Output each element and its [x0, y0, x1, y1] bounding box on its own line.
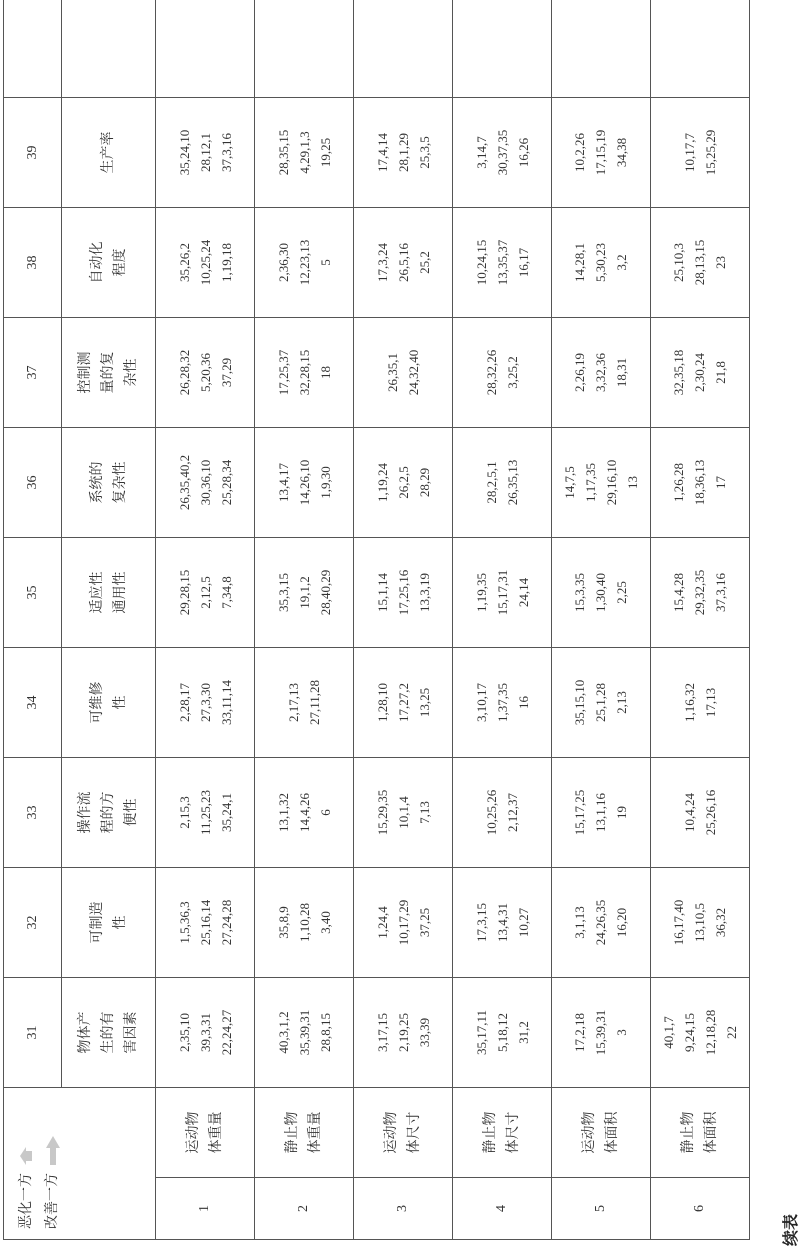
- matrix-cell: 40,1,7 9,24,15 12,18,28 22: [650, 978, 749, 1088]
- row-parameter-name: 静止物 体尺寸: [453, 1088, 552, 1178]
- column-name: 系统的 复杂性: [62, 428, 156, 538]
- row-number: 4: [453, 1178, 552, 1240]
- matrix-cell: 25,10,3 28,13,15 23: [650, 208, 749, 318]
- column-number: 38: [4, 208, 62, 318]
- matrix-cell: 35,24,10 28,12,1 37,3,16: [156, 98, 255, 208]
- arrow-up-icon: [20, 1137, 34, 1165]
- matrix-cell: 28,35,15 4,29,1,3 19,25: [255, 98, 354, 208]
- matrix-cell: 1,24,4 10,17,29 37,25: [354, 868, 453, 978]
- matrix-cell: 2,17,13 27,11,28: [255, 648, 354, 758]
- matrix-cell: 13,4,17 14,26,10 1,9,30: [255, 428, 354, 538]
- column-number-row: [4, 0, 62, 1240]
- matrix-cell: 3,14,7 30,37,35 16,26: [453, 98, 552, 208]
- table-row: [650, 0, 749, 1240]
- matrix-cell: 2,15,3 11,25,23 35,24,1: [156, 758, 255, 868]
- column-number: 34: [4, 648, 62, 758]
- column-name: 生产率: [62, 98, 156, 208]
- matrix-cell: 2,26,19 3,32,36 18,31: [551, 318, 650, 428]
- matrix-cell: 10,2,26 17,15,19 34,38: [551, 98, 650, 208]
- corner-cell: [4, 1088, 156, 1240]
- matrix-cell: 15,1,14 17,25,16 13,3,19: [354, 538, 453, 648]
- matrix-cell: 3,10,17 1,37,35 16: [453, 648, 552, 758]
- matrix-cell: 26,35,1 24,32,40: [354, 318, 453, 428]
- matrix-cell: [551, 0, 650, 98]
- matrix-cell: [255, 0, 354, 98]
- row-parameter-name: 运动物 体重量: [156, 1088, 255, 1178]
- column-number: 35: [4, 538, 62, 648]
- matrix-cell: 2,28,17 27,3,30 33,11,14: [156, 648, 255, 758]
- matrix-cell: [453, 0, 552, 98]
- matrix-cell: 10,17,7 15,25,29: [650, 98, 749, 208]
- matrix-cell: 17,4,14 28,1,29 25,3,5: [354, 98, 453, 208]
- worsening-label: 恶化一方: [19, 1173, 34, 1229]
- row-parameter-name: 静止物 体重量: [255, 1088, 354, 1178]
- matrix-cell: 28,32,26 3,25,2: [453, 318, 552, 428]
- matrix-cell: 2,36,30 12,23,13 5: [255, 208, 354, 318]
- column-name: 可维修 性: [62, 648, 156, 758]
- matrix-cell: 1,19,24 26,2,5 28,29: [354, 428, 453, 538]
- column-name: 可制造 性: [62, 868, 156, 978]
- matrix-cell: 1,16,32 17,13: [650, 648, 749, 758]
- row-number: 5: [551, 1178, 650, 1240]
- table-row: [453, 0, 552, 1240]
- matrix-cell: 35,15,10 25,1,28 2,13: [551, 648, 650, 758]
- column-name: 控制测 量的复 杂性: [62, 318, 156, 428]
- row-number: 2: [255, 1178, 354, 1240]
- matrix-cell: 2,35,10 39,3,31 22,24,27: [156, 978, 255, 1088]
- matrix-cell: 14,28,1 5,30,23 3,2: [551, 208, 650, 318]
- matrix-cell: 10,25,26 2,12,37: [453, 758, 552, 868]
- row-parameter-name: 运动物 体面积: [551, 1088, 650, 1178]
- row-number: 1: [156, 1178, 255, 1240]
- matrix-cell: 15,17,25 13,1,16 19: [551, 758, 650, 868]
- matrix-cell: 35,8,9 1,10,28 3,40: [255, 868, 354, 978]
- matrix-cell: 1,26,28 18,36,13 17: [650, 428, 749, 538]
- column-name: 物体产 生的有 害因素: [62, 978, 156, 1088]
- matrix-cell: 15,3,35 1,30,40 2,25: [551, 538, 650, 648]
- table-row: [255, 0, 354, 1240]
- column-name-row: [62, 0, 156, 1240]
- matrix-cell: 35,17,11 5,18,12 31,2: [453, 978, 552, 1088]
- column-name: [62, 0, 156, 98]
- column-name: 操作流 程的方 便性: [62, 758, 156, 868]
- improving-label: 改善一方: [45, 1173, 60, 1229]
- matrix-cell: 3,17,15 2,19,25 33,39: [354, 978, 453, 1088]
- matrix-cell: 13,1,32 14,4,26 6: [255, 758, 354, 868]
- column-number: 31: [4, 978, 62, 1088]
- matrix-cell: 28,2,5,1 26,35,13: [453, 428, 552, 538]
- matrix-cell: 1,19,35 15,17,31 24,14: [453, 538, 552, 648]
- matrix-cell: 10,24,15 13,35,37 16,17: [453, 208, 552, 318]
- matrix-cell: 40,3,1,2 35,39,31 28,8,15: [255, 978, 354, 1088]
- matrix-cell: 17,2,18 15,39,31 3: [551, 978, 650, 1088]
- matrix-cell: 1,5,36,3 25,16,14 27,24,28: [156, 868, 255, 978]
- row-number: 3: [354, 1178, 453, 1240]
- column-name: 适应性 通用性: [62, 538, 156, 648]
- matrix-cell: 3,1,13 24,26,35 16,20: [551, 868, 650, 978]
- column-number: [4, 0, 62, 98]
- table-row: [354, 0, 453, 1240]
- table-row: [551, 0, 650, 1240]
- matrix-cell: 17,3,15 13,4,31 10,27: [453, 868, 552, 978]
- column-number: 39: [4, 98, 62, 208]
- matrix-cell: 29,28,15 2,12,5 7,34,8: [156, 538, 255, 648]
- row-number: 6: [650, 1178, 749, 1240]
- row-parameter-name: 运动物 体尺寸: [354, 1088, 453, 1178]
- matrix-cell: 15,29,35 10,1,4 7,13: [354, 758, 453, 868]
- matrix-cell: [156, 0, 255, 98]
- matrix-cell: 16,17,40 13,10,5 36,32: [650, 868, 749, 978]
- contradiction-matrix-table: [3, 0, 750, 1240]
- column-number: 33: [4, 758, 62, 868]
- matrix-cell: [650, 0, 749, 98]
- column-number: 36: [4, 428, 62, 538]
- row-parameter-name: 静止物 体面积: [650, 1088, 749, 1178]
- matrix-cell: 26,28,32 5,20,36 37,29: [156, 318, 255, 428]
- column-number: 32: [4, 868, 62, 978]
- matrix-cell: 26,35,40,2 30,36,10 25,28,34: [156, 428, 255, 538]
- column-name: 自动化 程度: [62, 208, 156, 318]
- matrix-cell: 17,3,24 26,5,16 25,2: [354, 208, 453, 318]
- continued-label: 续表: [781, 1213, 800, 1246]
- matrix-cell: 10,4,24 25,26,16: [650, 758, 749, 868]
- matrix-cell: [354, 0, 453, 98]
- matrix-cell: 15,4,28 29,32,35 37,3,16: [650, 538, 749, 648]
- arrow-right-icon: [46, 1135, 60, 1165]
- matrix-cell: 32,35,18 2,30,24 21,8: [650, 318, 749, 428]
- column-number: 37: [4, 318, 62, 428]
- matrix-cell: 35,26,2 10,25,24 1,19,18: [156, 208, 255, 318]
- matrix-cell: 1,28,10 17,27,2 13,25: [354, 648, 453, 758]
- matrix-cell: 35,3,15 19,1,2 28,40,29: [255, 538, 354, 648]
- matrix-cell: 17,25,37 32,28,15 18: [255, 318, 354, 428]
- table-row: [156, 0, 255, 1240]
- matrix-cell: 14,7,5 1,17,35 29,16,10 13: [551, 428, 650, 538]
